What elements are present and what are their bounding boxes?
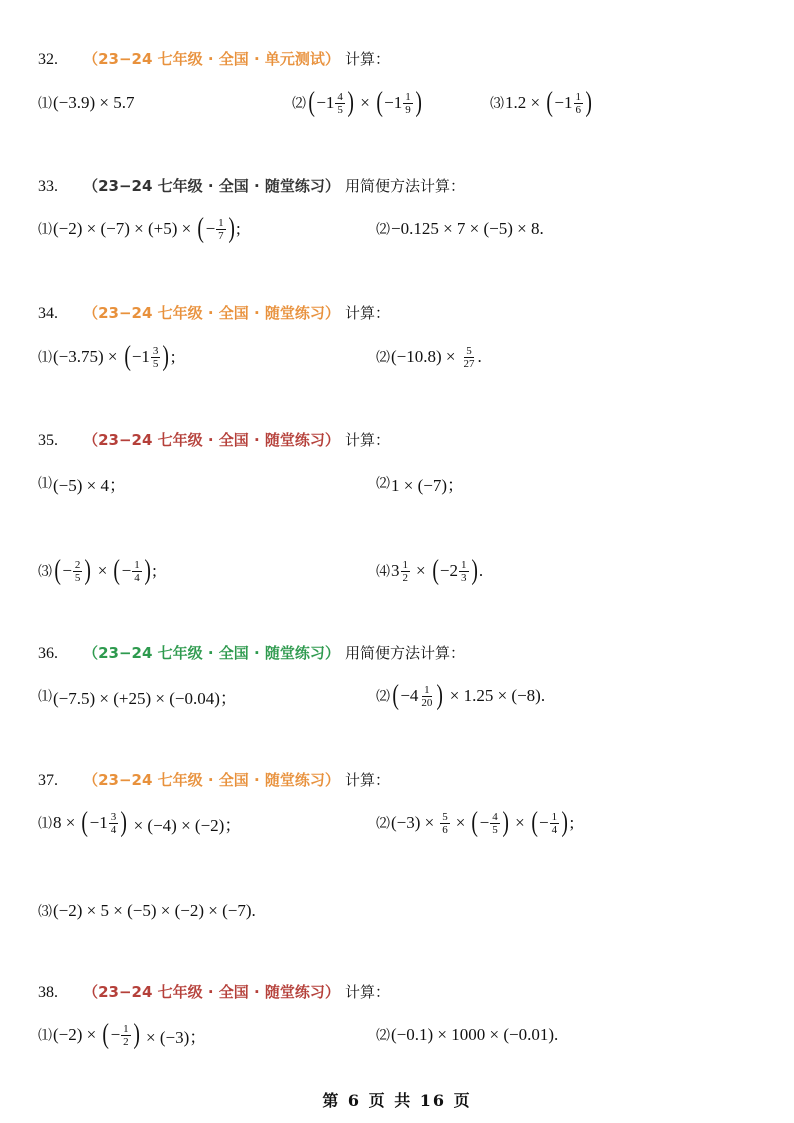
subquestion-2: ⑵ (−0.1) × 1000 × (−0.01).: [376, 1025, 559, 1044]
subquestion-4: ⑷ 3 $\frac{1}{2}$ × ( −2 $\frac{1}{3}$ ) .: [376, 555, 484, 586]
subquestion-2: ⑵ (−10.8) × $\frac{5}{27}$ .: [376, 344, 482, 370]
problem-number: 36.: [38, 645, 58, 662]
problem-source: （23−24 七年级 · 全国 · 随堂练习）: [83, 431, 340, 449]
problem-instruction: 计算：: [345, 983, 391, 1001]
problem-32: [38, 48, 758, 123]
problem-header: [38, 48, 758, 70]
problem-number: 32.: [38, 51, 58, 68]
subquestion-3: ⑶ ( − $\frac{2}{5}$ ) × ( − $\frac{1}{4}$ ) ;: [38, 555, 157, 586]
subquestion-3: ⑶ 1.2 × ( −1 $\frac{1}{6}$ ): [490, 87, 592, 118]
problem-instruction: 用简便方法计算：: [345, 644, 466, 662]
subquestion-1: ⑴ 8 × ( −1 $\frac{3}{4}$ ) × (−4) × (−2)；: [38, 807, 242, 838]
subquestion-1: ⑴ (−3.9) × 5.7: [38, 93, 135, 112]
problem-number: 38.: [38, 984, 58, 1001]
subquestion-1: ⑴ (−2) × (−7) × (+5) × ( − $\frac{1}{7}$ ) ;: [38, 213, 241, 244]
problem-38: [38, 981, 758, 1055]
problem-36: [38, 642, 758, 716]
problem-instruction: 计算：: [345, 771, 391, 789]
subquestion-2: ⑵ ( −4 $\frac{1}{20}$ ) × 1.25 × (−8).: [376, 680, 546, 711]
problem-source: （23−24 七年级 · 全国 · 随堂练习）: [83, 177, 340, 195]
problem-instruction: 计算：: [345, 50, 391, 68]
subquestion-2: ⑵ ( −1 $\frac{4}{5}$ ) × ( −1 $\frac{1}{9}$ ): [292, 87, 422, 118]
problem-35: [38, 429, 758, 591]
subquestion-2: ⑵ (−3) × $\frac{5}{6}$ × ( − $\frac{4}{5}$ ) × ( − $\frac{1}{4}$ ) ;: [376, 807, 575, 838]
problem-instruction: 计算：: [345, 304, 391, 322]
problem-instruction: 计算：: [345, 431, 391, 449]
subquestion-2: ⑵ 1 × (−7)；: [376, 475, 464, 495]
problem-number: 35.: [38, 432, 58, 449]
problem-source: （23−24 七年级 · 全国 · 随堂练习）: [83, 304, 340, 322]
problem-number: 34.: [38, 305, 58, 322]
problem-instruction: 用简便方法计算：: [345, 177, 466, 195]
subquestion-3: ⑶ (−2) × 5 × (−5) × (−2) × (−7).: [38, 901, 256, 920]
subquestion-1: ⑴ (−5) × 4；: [38, 475, 126, 495]
subquestion-1: ⑴ (−7.5) × (+25) × (−0.04)；: [38, 688, 237, 708]
problem-33: [38, 175, 758, 249]
problem-34: [38, 302, 758, 377]
subquestion-1: ⑴ (−3.75) × ( −1 $\frac{3}{5}$ ) ;: [38, 341, 176, 372]
problem-source: （23−24 七年级 · 全国 · 单元测试）: [83, 50, 340, 68]
problem-number: 33.: [38, 178, 58, 195]
problem-source: （23−24 七年级 · 全国 · 随堂练习）: [83, 983, 340, 1001]
problem-source: （23−24 七年级 · 全国 · 随堂练习）: [83, 771, 340, 789]
problem-number: 37.: [38, 772, 58, 789]
subquestion-2: ⑵ −0.125 × 7 × (−5) × 8.: [376, 219, 544, 238]
subquestion-1: ⑴ (−2) × ( − $\frac{1}{2}$ ) × (−3)；: [38, 1019, 207, 1050]
problem-source: （23−24 七年级 · 全国 · 随堂练习）: [83, 644, 340, 662]
problem-37: [38, 769, 758, 931]
page-footer: 第 6 页 共 16 页: [322, 1091, 472, 1110]
